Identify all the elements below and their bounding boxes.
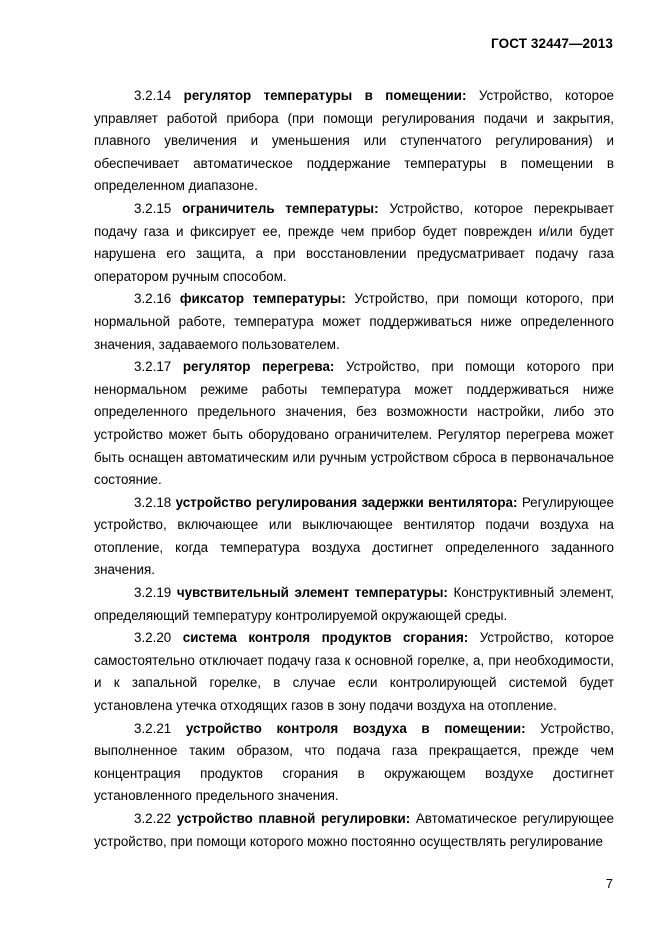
term: ограничитель температуры: (182, 200, 379, 216)
definition: Регулирующее устройство, включающее или выключающее вентилятор подачи воздуха на отопление, когда температура воздуха достигнет определенного заданного значения. (94, 494, 614, 578)
term: устройство регулирования задержки вентилятора: (175, 494, 518, 510)
clause-number: 3.2.19 (134, 585, 172, 601)
paragraph-3-2-20 (94, 627, 614, 717)
clause-number: 3.2.15 (134, 200, 172, 216)
definition: Автоматическое регулирующее устройство, при помощи которого можно постоянно осуществлять регулирование (94, 811, 614, 849)
clause-number: 3.2.22 (134, 811, 172, 826)
paragraph-3-2-17 (94, 356, 614, 492)
definition: Устройство, которое перекрывает подачу газа и фиксирует ее, прежде чем прибор будет поврежден и/или будет нарушена его защита, а при восстановлении предусматривает подачу газа оператором ручным способом. (94, 200, 614, 284)
term: чувствительный элемент температуры: (176, 585, 448, 601)
definition: Устройство, которое управляет работой прибора (при помощи регулирования подачи и закрытия, плавного увеличения и уменьшения или ступенчатого регулирования) и обеспечивает автоматическое поддержание температуры в помещении в определенном диапазоне. (94, 88, 614, 194)
term: устройство плавной регулировки: (176, 811, 411, 826)
clause-number: 3.2.17 (134, 359, 172, 375)
paragraph-3-2-16 (94, 288, 614, 356)
clause-number: 3.2.21 (134, 720, 172, 736)
paragraph-3-2-19 (94, 582, 614, 627)
content (94, 85, 614, 853)
definition: Устройство, выполненное таким образом, что подача газа прекращается, прежде чем концентрация продуктов сгорания в окружающем воздухе достигнет установленного предельного значения. (94, 720, 614, 804)
paragraph-3-2-21 (94, 718, 614, 808)
term: система контроля продуктов сгорания: (182, 630, 469, 646)
clause-number: 3.2.20 (134, 630, 172, 646)
standard-header: ГОСТ 32447—2013 (491, 36, 613, 51)
term: регулятор перегрева: (182, 359, 335, 375)
definition: Устройство, при помощи которого, при нормальной работе, температура может поддерживаться ниже определенного значения, задаваемого пользователем. (94, 291, 614, 352)
clause-number: 3.2.16 (134, 291, 172, 307)
definition: Конструктивный элемент, определяющий температуру контролируемой окружающей среды. (94, 585, 614, 623)
paragraph-3-2-15 (94, 198, 614, 288)
definition: Устройство, которое самостоятельно отключает подачу газа к основной горелке, а, при необходимости, и к запальной горелке, в случае если контролирующей системой будет установлена утечка отходящих газов в зону подачи воздуха на отопление. (94, 630, 614, 714)
page-number: 7 (605, 876, 613, 891)
term: фиксатор температуры: (179, 291, 346, 307)
paragraph-3-2-14 (94, 85, 614, 198)
paragraph-3-2-22 (94, 808, 614, 853)
paragraph-3-2-18 (94, 492, 614, 582)
term: устройство контроля воздуха в помещении: (185, 720, 526, 736)
term: регулятор температуры в помещении: (183, 88, 467, 103)
clause-number: 3.2.18 (134, 494, 172, 510)
definition: Устройство, при помощи которого при ненормальном режиме работы температура может поддерживаться ниже определенного предельного значения, без возможности настройки, либо это устройство может быть оборудовано ограничителем. Регулятор перегрева может быть оснащен автоматическим или ручным устройством сброса в первоначальное состояние. (94, 359, 614, 488)
clause-number: 3.2.14 (134, 88, 172, 103)
